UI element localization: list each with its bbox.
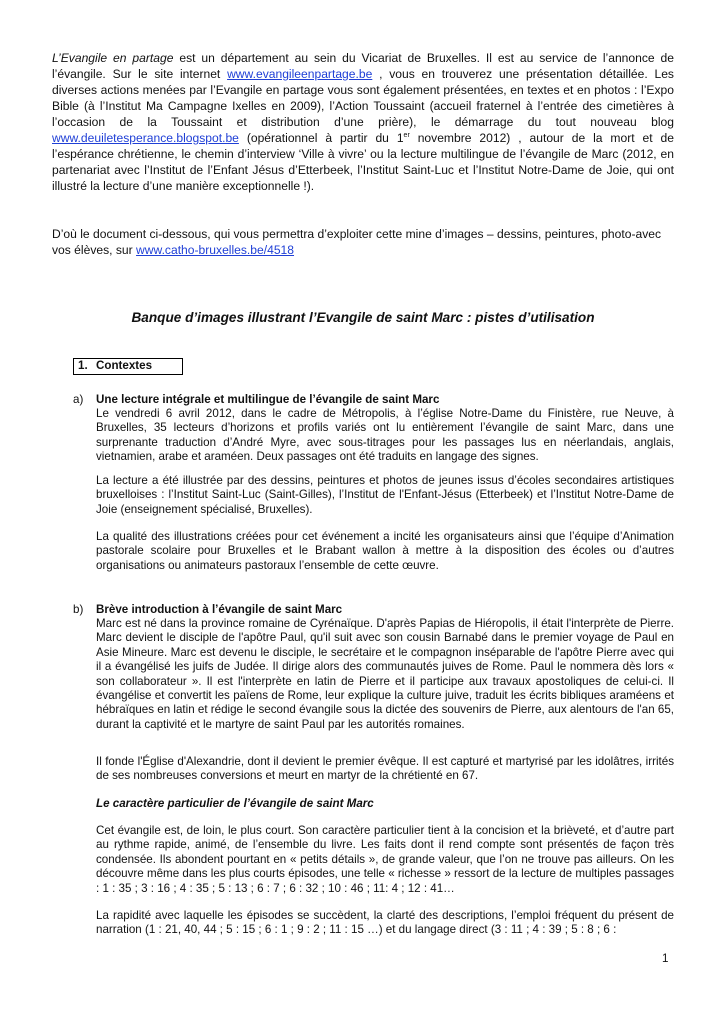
subsection-b-paragraph-3: Cet évangile est, de loin, le plus court. Son caractère particulier tient à la concision et la brièveté, et d’autre part au rythme rapide, animé, de l’ensemble du livre. Les faits dont il rend compte sont présentés de façon très condensée. Ils abondent pourtant en « petits détails », de grande valeur, que l’on ne trouve pas ailleurs. On les découvre même dans les plus courts épisodes, une telle « richesse » ressort de la lecture de multiples passages : 1 : 35 ; 3 : 16 ; 4 : 35 ; 5 : 13 ; 6 : 7 ; 6 : 32 ; 10 : 46 ; 11: 4 ; 12 : 41…: [96, 824, 674, 895]
section-heading: Contextes: [96, 359, 153, 372]
subsection-b-paragraph-1: Marc est né dans la province romaine de Cyrénaïque. D'après Papias de Hiéropolis, il était l'interprète de Pierre. Marc devient le disciple de l'apôtre Paul, qu'il suit avec son cousin Barnabé dans le premier voyage de Paul en Asie Mineure. Marc est devenu le disciple, le secrétaire et le compagnon inséparable de l'apôtre Pierre avec qui il a évangélisé les juifs de Judée. Il dirige alors des communautés juives de Rome. Paul le nommera dès lors « son collaborateur ». Il est l'interprète en latin de Pierre et il participe aux travaux apostoliques de celui-ci. Il évangélise et convertit les païens de Rome, leur explique la culture juive, traduit les écrits bibliques araméens et hébraïques en latin et rédige le second évangile sous la dictée des souvenirs de Pierre, aux alentours de l'an 65, durant la captivité et le martyre de saint Paul par les autorités romaines.: [96, 617, 674, 731]
link-deuiletesperance[interactable]: www.deuiletesperance.blogspot.be: [52, 131, 239, 145]
superscript: er: [403, 131, 410, 139]
subsection-b-paragraph-4: La rapidité avec laquelle les épisodes se succèdent, la clarté des descriptions, l’emploi fréquent du présent de narration (1 : 21, 40, 44 ; 5 : 15 ; 6 : 1 ; 9 : 2 ; 11 : 15 …) et du langage direct (3 : 11 ; 4 : 39 ; 5 : 8 ; 6 :: [96, 909, 674, 937]
intro-paragraph: [52, 50, 674, 194]
intro-text: est un département au sein du Vicariat de Bruxelles. Il est au service de l’annonce de l’évangile. Sur le site internet: [52, 51, 674, 81]
subsection-a-paragraph-2: La lecture a été illustrée par des dessins, peintures et photos de jeunes issus d’écoles secondaires artistiques bruxelloises : l’Institut Saint-Luc (Saint-Gilles), l’Institut de l'Enfant-Jésus (Etterbeek) et l’Institut Notre-Dame de Joie (enseignement spécialisé, Bruxelles).: [96, 474, 674, 516]
link-catho-bruxelles[interactable]: www.catho-bruxelles.be/4518: [136, 243, 295, 257]
intro-text: (opérationnel à partir du 1: [238, 131, 404, 145]
subsection-b-paragraph-2: Il fonde l'Église d'Alexandrie, dont il devient le premier évêque. Il est capturé et martyrisé par les idolâtres, irrités de ses nombreuses conversions et meurt en martyr de la chrétienté en 67.: [96, 755, 674, 783]
section-number: 1.: [78, 359, 88, 372]
subsection-a-title: Une lecture intégrale et multilingue de l’évangile de saint Marc: [96, 393, 440, 406]
intro-text: , vous en trouverez une présentation détaillée. Les diverses actions menées par l’Evangile en partage vous sont également présentées, en textes et en photos : l’Expo Bible (à l’Institut Ma Campagne Ixelles en 2009), l’Action Toussaint (accueil fraternel à l’entrée des cimetières à l’occasion de la Toussaint et distribution d’une prière), le démarrage du tout nouveau blog: [52, 67, 674, 129]
page-number: 1: [662, 952, 669, 965]
dept-name: L’Evangile en partage: [52, 51, 174, 65]
list-marker-a: a): [73, 393, 84, 406]
intro-text: D’où le document ci-dessous, qui vous permettra d’exploiter cette mine d’images – dessins, peintures, photo-avec vos élèves, sur: [52, 227, 662, 257]
intro-text: novembre 2012) , autour de la mort et de l’espérance chrétienne, le chemin d’interview ‘Ville à vivre’ ou la lecture multilingue de l’évangile de Marc (2012, en partenariat avec l’Institut de l’Enfant Jésus d’Etterbeek, l’Institut Saint-Luc et l’Institut Notre-Dame de Joie, qui ont illustré la lecture d’une manière exceptionnelle !).: [52, 131, 674, 193]
subsection-b-heading: Le caractère particulier de l’évangile de saint Marc: [96, 797, 374, 810]
subsection-a-paragraph-1: Le vendredi 6 avril 2012, dans le cadre de Métropolis, à l’église Notre-Dame du Finistère, rue Neuve, à Bruxelles, 35 lecteurs d’horizons et profils variés ont lu entièrement l’évangile de saint Marc, dans une surprenante traduction d’André Myre, avec sous-titrages pour les passages lus en néerlandais, anglais, vietnamien, arabe et araméen. Deux passages ont été traduits en langage des signes.: [96, 407, 674, 464]
subsection-b-title: Brève introduction à l’évangile de saint Marc: [96, 603, 343, 616]
document-title: Banque d’images illustrant l’Evangile de saint Marc : pistes d’utilisation: [131, 310, 595, 325]
link-evangileenpartage[interactable]: www.evangileenpartage.be: [227, 67, 373, 81]
subsection-a-paragraph-3: La qualité des illustrations créées pour cet événement a incité les organisateurs ainsi que l’équipe d’Animation pastorale scolaire pour Bruxelles et le Brabant wallon à mettre à la disposition des écoles ou d’autres organisations ou animateurs pastoraux l’ensemble de cette œuvre.: [96, 530, 674, 572]
list-marker-b: b): [73, 603, 84, 616]
intro-paragraph-2: [52, 226, 674, 258]
